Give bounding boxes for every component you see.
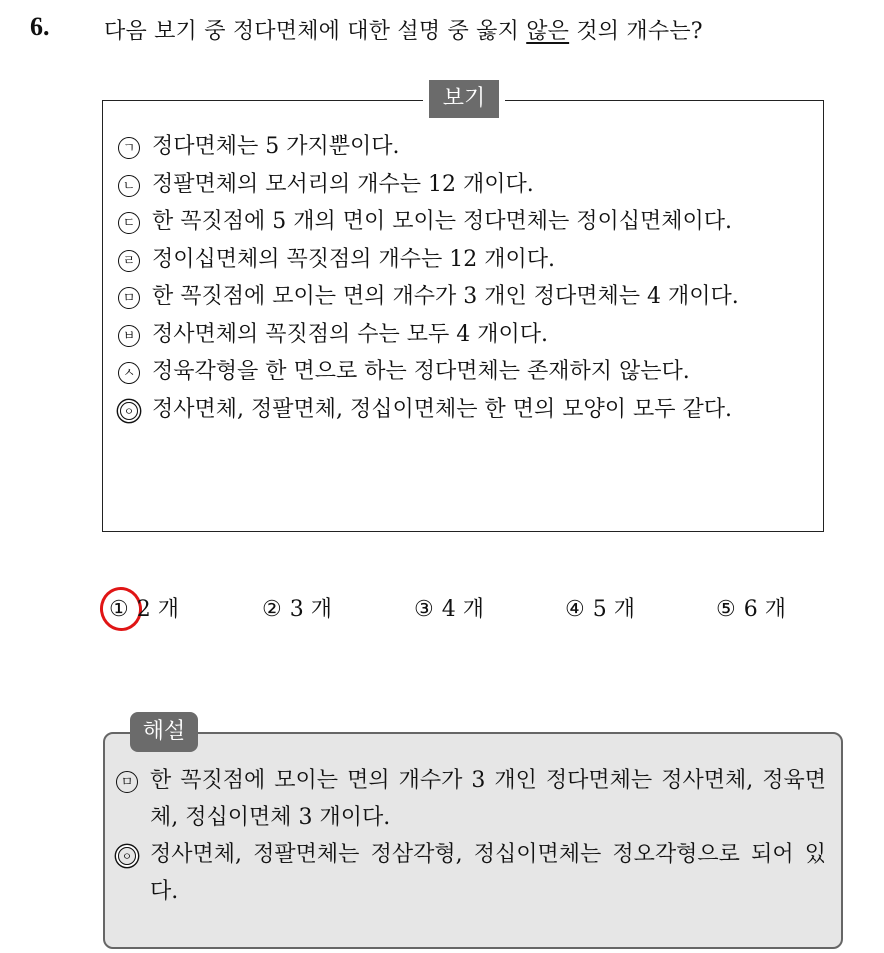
haeseol-list	[116, 762, 826, 910]
bogi-item-mark: ㅁ	[118, 278, 146, 316]
bogi-item	[118, 128, 808, 166]
choice-1[interactable]: ① 2 개	[109, 597, 179, 622]
bogi-item-mark: ㅅ	[118, 353, 146, 391]
bogi-item	[118, 166, 808, 204]
bogi-item	[118, 316, 808, 354]
bogi-item-mark: ㄴ	[118, 166, 146, 204]
bogi-label: 보기	[429, 80, 499, 118]
bogi-item	[118, 241, 808, 279]
haeseol-item-mark: ㅇ	[116, 836, 144, 910]
bogi-item-mark: ㅇ	[118, 391, 146, 429]
question-text	[104, 14, 703, 45]
bogi-item	[118, 203, 808, 241]
bogi-item-text: 정이십면체의 꼭짓점의 개수는 12 개이다.	[152, 246, 555, 272]
bogi-item-text: 한 꼭짓점에 모이는 면의 개수가 3 개인 정다면체는 4 개이다.	[152, 284, 739, 309]
bogi-item-text: 정사면체의 꼭짓점의 수는 모두 4 개이다.	[152, 321, 548, 347]
bogi-item	[118, 353, 808, 391]
bogi-item-text: 정육각형을 한 면으로 하는 정다면체는 존재하지 않는다.	[152, 359, 690, 384]
choice-2[interactable]: ② 3 개	[262, 597, 332, 622]
haeseol-item	[116, 762, 826, 836]
question-number: 6.	[30, 12, 50, 41]
bogi-item-mark: ㄹ	[118, 241, 146, 279]
answer-choices	[0, 592, 884, 632]
haeseol-item-mark: ㅁ	[116, 762, 144, 836]
bogi-item-mark: ㄱ	[118, 128, 146, 166]
bogi-list	[118, 128, 808, 428]
question-text-underlined: 않은	[526, 19, 570, 44]
choice-5[interactable]: ⑤ 6 개	[716, 597, 786, 622]
bogi-item	[118, 278, 808, 316]
bogi-item-mark: ㄷ	[118, 203, 146, 241]
choice-3[interactable]: ③ 4 개	[414, 597, 484, 622]
bogi-item-mark: ㅂ	[118, 316, 146, 354]
question-text-before: 다음 보기 중 정다면체에 대한 설명 중 옳지	[104, 19, 527, 44]
haeseol-item-text: 한 꼭짓점에 모이는 면의 개수가 3 개인 정다면체는 정사면체, 정육면체, 정십이면체 3 개이다.	[150, 768, 826, 830]
bogi-item-text: 정다면체는 5 가지뿐이다.	[152, 134, 400, 159]
bogi-item-text: 정팔면체의 모서리의 개수는 12 개이다.	[152, 171, 534, 197]
question-text-after: 것의 개수는?	[569, 19, 703, 44]
bogi-item-text: 정사면체, 정팔면체, 정십이면체는 한 면의 모양이 모두 같다.	[152, 396, 732, 422]
choice-4[interactable]: ④ 5 개	[565, 597, 635, 622]
haeseol-item	[116, 836, 826, 910]
haeseol-item-text: 정사면체, 정팔면체는 정삼각형, 정십이면체는 정오각형으로 되어 있다.	[150, 842, 826, 904]
bogi-item-text: 한 꼭짓점에 5 개의 면이 모이는 정다면체는 정이십면체이다.	[152, 209, 732, 234]
haeseol-label: 해설	[130, 712, 198, 752]
bogi-item	[118, 391, 808, 429]
